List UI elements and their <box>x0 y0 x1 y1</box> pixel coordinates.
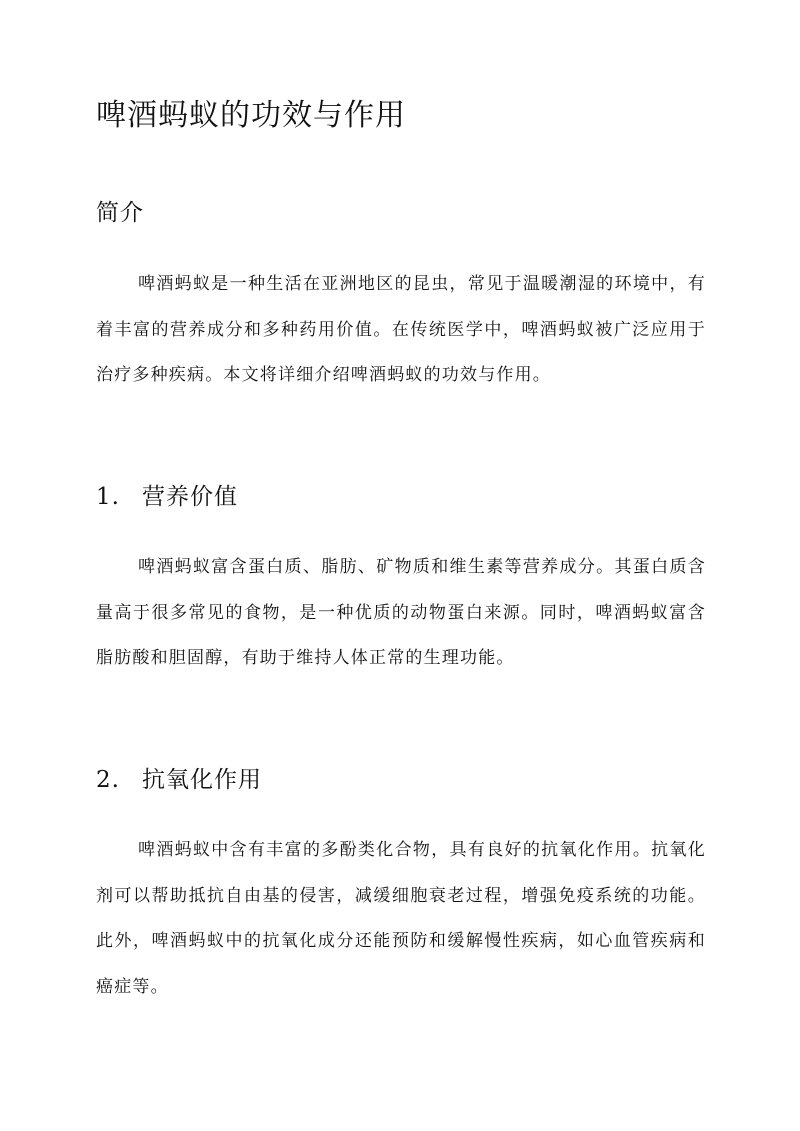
section-paragraph-nutrition: 啤酒蚂蚁富含蛋白质、脂肪、矿物质和维生素等营养成分。其蛋白质含量高于很多常见的食物，是一种优质的动物蛋白来源。同时，啤酒蚂蚁富含脂肪酸和胆固醇，有助于维持人体正常的生理功能。 <box>96 557 706 668</box>
section-paragraph-antioxidant: 啤酒蚂蚁中含有丰富的多酚类化合物，具有良好的抗氧化作用。抗氧化剂可以帮助抵抗自由基的侵害，减缓细胞衰老过程，增强免疫系统的功能。此外，啤酒蚂蚁中的抗氧化成分还能预防和缓解慢性疾病，如心血管疾病和癌症等。 <box>96 840 706 997</box>
section-number: 1. <box>96 484 120 510</box>
section-heading-intro <box>96 197 144 229</box>
section-heading-text: 营养价值 <box>142 484 238 510</box>
section-heading-text: 简介 <box>96 200 144 226</box>
section-heading-antioxidant <box>96 764 262 796</box>
section-paragraph-intro: 啤酒蚂蚁是一种生活在亚洲地区的昆虫，常见于温暖潮湿的环境中，有着丰富的营养成分和多种药用价值。在传统医学中，啤酒蚂蚁被广泛应用于治疗多种疾病。本文将详细介绍啤酒蚂蚁的功效与作用。 <box>96 274 706 385</box>
section-heading-nutrition <box>96 481 238 513</box>
document-title: 啤酒蚂蚁的功效与作用 <box>96 98 406 133</box>
section-heading-text: 抗氧化作用 <box>142 767 262 793</box>
section-number: 2. <box>96 767 120 793</box>
